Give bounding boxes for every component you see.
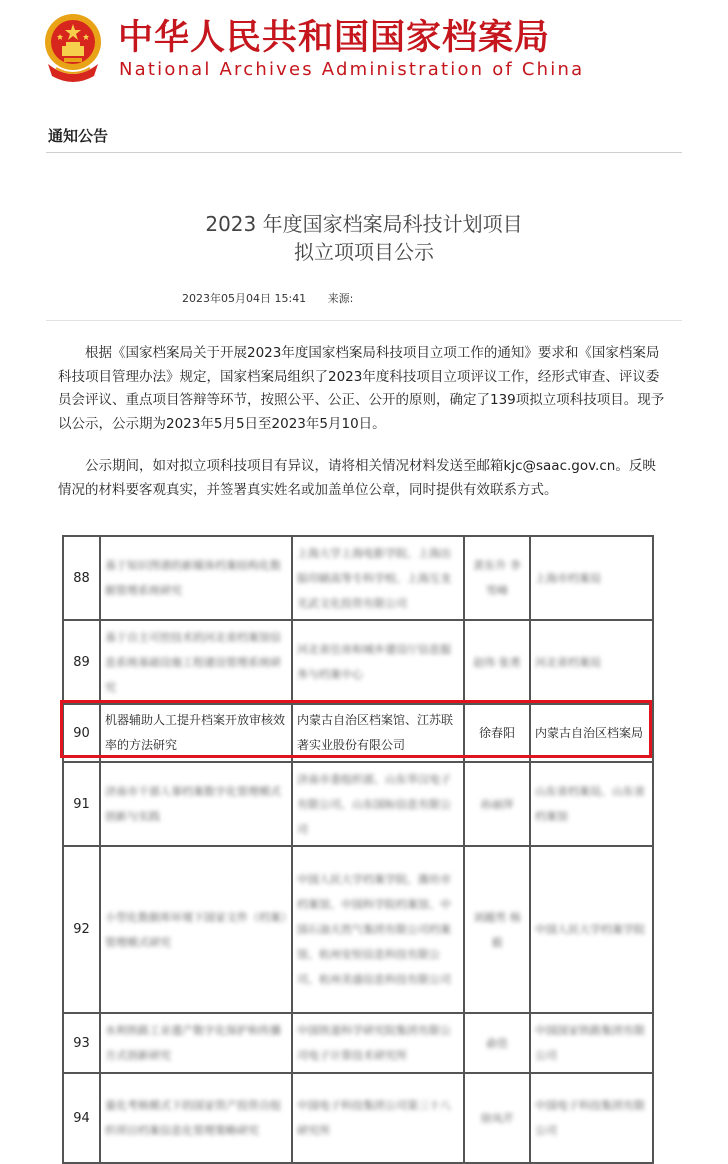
section-label[interactable]: 通知公告 xyxy=(48,127,109,145)
recommending-dept: 中国人民大学档案学院 xyxy=(530,846,653,1013)
project-leader: 俞佳 xyxy=(464,1013,530,1073)
project-leader: 刘越男 杨毅 xyxy=(464,846,530,1013)
article-title-line1: 2023 年度国家档案局科技计划项目 xyxy=(205,212,523,236)
project-table xyxy=(62,535,654,1164)
table-row xyxy=(63,536,653,620)
project-leader: 徐春阳 xyxy=(464,704,530,762)
source-label: 来源: xyxy=(327,292,354,305)
project-name: 机器辅助人工提升档案开放审核效率的方法研究 xyxy=(100,704,292,762)
undertaking-units: 中国铁道科学研究院集团有限公司电子计算技术研究所 xyxy=(292,1013,464,1073)
project-leader: 徐凤芹 xyxy=(464,1073,530,1163)
row-number: 89 xyxy=(63,620,100,704)
project-leader: 黄东升 李雪峰 xyxy=(464,536,530,620)
project-name: 基于自主可控技术的河北省档案馆信息系统基础设施工程建设管理系统研究 xyxy=(100,620,292,704)
table-row xyxy=(63,1073,653,1163)
table-row xyxy=(63,846,653,1013)
undertaking-units: 河北省住房和城乡建设厅信息服务与档案中心 xyxy=(292,620,464,704)
project-name: 量化考核模式下的国家资产投资自组织项目档案信息化管理策略研究 xyxy=(100,1073,292,1163)
recommending-dept: 内蒙古自治区档案局 xyxy=(530,704,653,762)
article-meta xyxy=(182,290,371,306)
undertaking-units: 内蒙古自治区档案馆、江苏联著实业股份有限公司 xyxy=(292,704,464,762)
meta-divider xyxy=(46,320,682,321)
undertaking-units: 上海大学上海电影学院、上海出版印刷高等专科学校、上海互龙光武文化投资有限公司 xyxy=(292,536,464,620)
body-paragraph-2: 公示期间，如对拟立项科技项目有异议，请将相关情况材料发送至邮箱kjc@saac.gov.cn。反映情况的材料要客观真实，并签署真实姓名或加盖单位公章，同时提供有效联系方式。 xyxy=(58,458,656,498)
table-row xyxy=(63,762,653,846)
recommending-dept: 中国电子科技集团有限公司 xyxy=(530,1073,653,1163)
row-number: 88 xyxy=(63,536,100,620)
undertaking-units: 中国电子科技集团公司第三十八研究所 xyxy=(292,1073,464,1163)
project-leader: 赵伟 张勇 xyxy=(464,620,530,704)
table-row xyxy=(63,1013,653,1073)
site-name-en: National Archives Administration of China xyxy=(119,59,585,80)
project-leader: 孙丽萍 xyxy=(464,762,530,846)
undertaking-units: 中国人民大学档案学院、潍坊市档案馆、中国科学院档案馆、中国石油天然气集团有限公司档案馆、杭州安恒信息科技有限公司、杭州美盛信息科技有限公司 xyxy=(292,846,464,1013)
recommending-dept: 山东省档案局、山东省档案馆 xyxy=(530,762,653,846)
body-paragraph-1: 根据《国家档案局关于开展2023年度国家档案局科技项目立项工作的通知》要求和《国家档案局科技项目管理办法》规定，国家档案局组织了2023年度科技项目立项评议工作，经形式审查、评议委员会评议、重点项目答辩等环节，按照公平、公正、公开的原则，确定了139项拟立项科技项目。现予以公示，公示期为2023年5月5日至2023年5月10日。 xyxy=(58,345,665,432)
row-number: 90 xyxy=(63,704,100,762)
row-number: 94 xyxy=(63,1073,100,1163)
row-number: 92 xyxy=(63,846,100,1013)
row-number: 91 xyxy=(63,762,100,846)
publish-date: 2023年05月04日 15:41 xyxy=(182,292,307,305)
table-row-highlighted xyxy=(63,704,653,762)
section-divider xyxy=(46,152,682,153)
project-name: 水利铁路工业遗产数字化保护和传播方式创新研究 xyxy=(100,1013,292,1073)
recommending-dept: 上海市档案局 xyxy=(530,536,653,620)
site-header xyxy=(0,0,728,100)
national-emblem-icon xyxy=(42,12,104,84)
project-name: 基于知识图谱的新媒体档案结构化数据管理系统研究 xyxy=(100,536,292,620)
recommending-dept: 中国国家铁路集团有限公司 xyxy=(530,1013,653,1073)
table-row xyxy=(63,620,653,704)
project-name: 小型化数据库环境下国家文件（档案）管理模式研究 xyxy=(100,846,292,1013)
row-number: 93 xyxy=(63,1013,100,1073)
article-title xyxy=(46,210,682,266)
recommending-dept: 河北省档案局 xyxy=(530,620,653,704)
site-name-cn: 中华人民共和国国家档案局 xyxy=(118,18,551,58)
undertaking-units: 济南市委组织部、山东华汉电子有限公司、山东国标信息有限公司 xyxy=(292,762,464,846)
article-title-line2: 拟立项项目公示 xyxy=(294,240,434,264)
project-name: 济南市干部人事档案数字化管理模式创新与实践 xyxy=(100,762,292,846)
